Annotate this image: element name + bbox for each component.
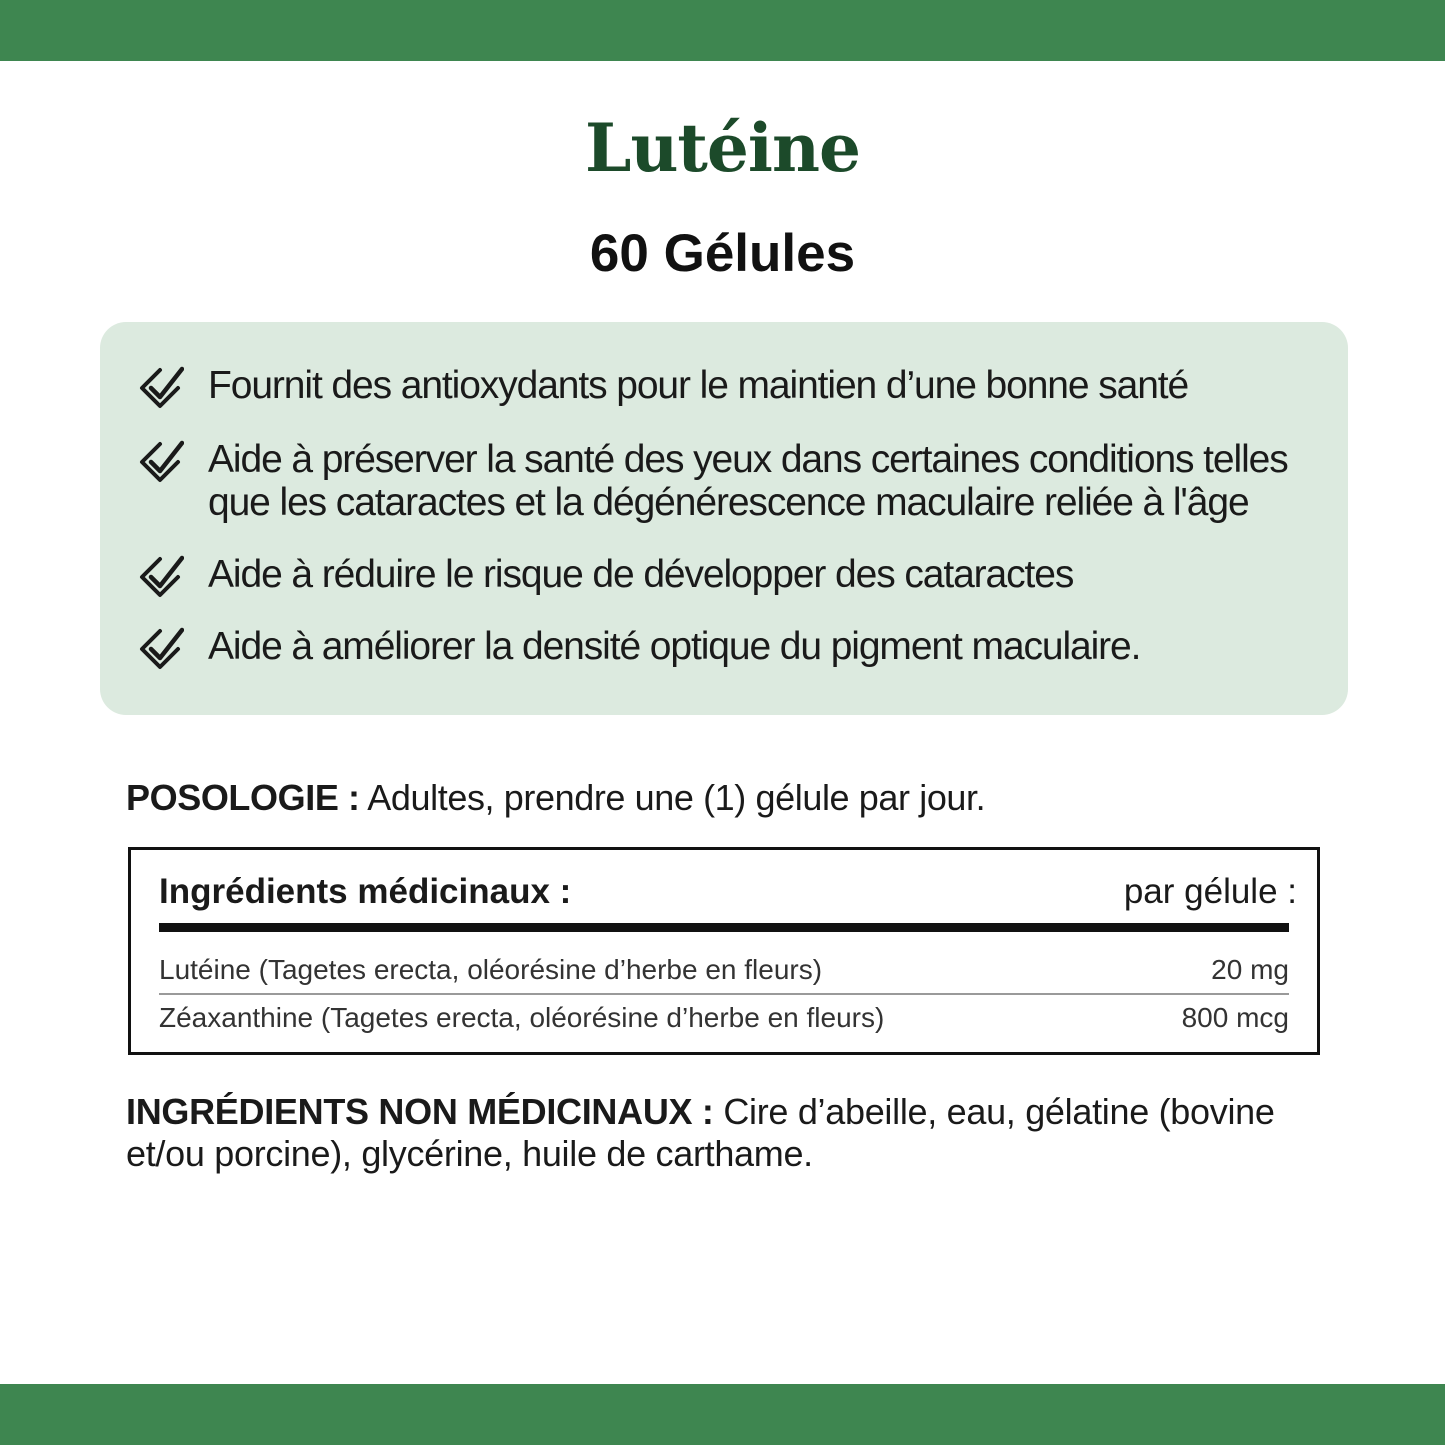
claim-text: Aide à améliorer la densité optique du pigment maculaire.	[208, 625, 1141, 668]
non-medicinal-text: Cire d’abeille, eau, gélatine (bovine et/ou porcine), glycérine, huile de carthame.	[126, 1091, 1275, 1174]
product-title: Lutéine	[585, 109, 860, 187]
table-row	[159, 998, 1289, 1038]
claim-item	[138, 438, 1318, 524]
claim-item	[138, 553, 1318, 599]
claim-item	[138, 625, 1318, 671]
check-diamond-icon	[138, 625, 184, 671]
check-diamond-icon	[138, 364, 184, 410]
non-medicinal-label: INGRÉDIENTS NON MÉDICINAUX :	[126, 1091, 714, 1132]
table-header-title: Ingrédients médicinaux :	[159, 872, 572, 911]
table-row-divider	[159, 993, 1289, 995]
table-row	[159, 950, 1289, 990]
product-count: 60 Gélules	[589, 224, 856, 283]
table-header	[159, 870, 1297, 914]
ingredient-name: Zéaxanthine (Tagetes erecta, oléorésine d’herbe en fleurs)	[159, 1002, 885, 1033]
ingredient-amount: 800 mcg	[1181, 1002, 1289, 1033]
dosage-text: Adultes, prendre une (1) gélule par jour.	[367, 777, 986, 818]
table-header-per-capsule: par gélule :	[1123, 872, 1297, 911]
dosage-label: POSOLOGIE :	[126, 777, 360, 818]
table-header-divider	[159, 923, 1289, 932]
non-medicinal-section	[126, 1091, 1326, 1175]
check-diamond-icon	[138, 553, 184, 599]
claim-text: Fournit des antioxydants pour le maintien d’une bonne santé	[208, 364, 1189, 407]
bottom-green-bar	[0, 1384, 1445, 1445]
claims-panel	[100, 322, 1348, 715]
claim-item	[138, 364, 1318, 410]
claim-text: Aide à réduire le risque de développer des cataractes	[208, 553, 1074, 596]
dosage-section	[126, 776, 1326, 820]
claim-text: Aide à préserver la santé des yeux dans certaines conditions telles que les cataractes et la dégénérescence maculaire reliée à l'âge	[208, 438, 1288, 524]
medicinal-ingredients-table	[128, 847, 1320, 1055]
top-green-bar	[0, 0, 1445, 61]
check-diamond-icon	[138, 438, 184, 484]
ingredient-name: Lutéine (Tagetes erecta, oléorésine d’herbe en fleurs)	[159, 954, 823, 985]
ingredient-amount: 20 mg	[1211, 954, 1289, 985]
